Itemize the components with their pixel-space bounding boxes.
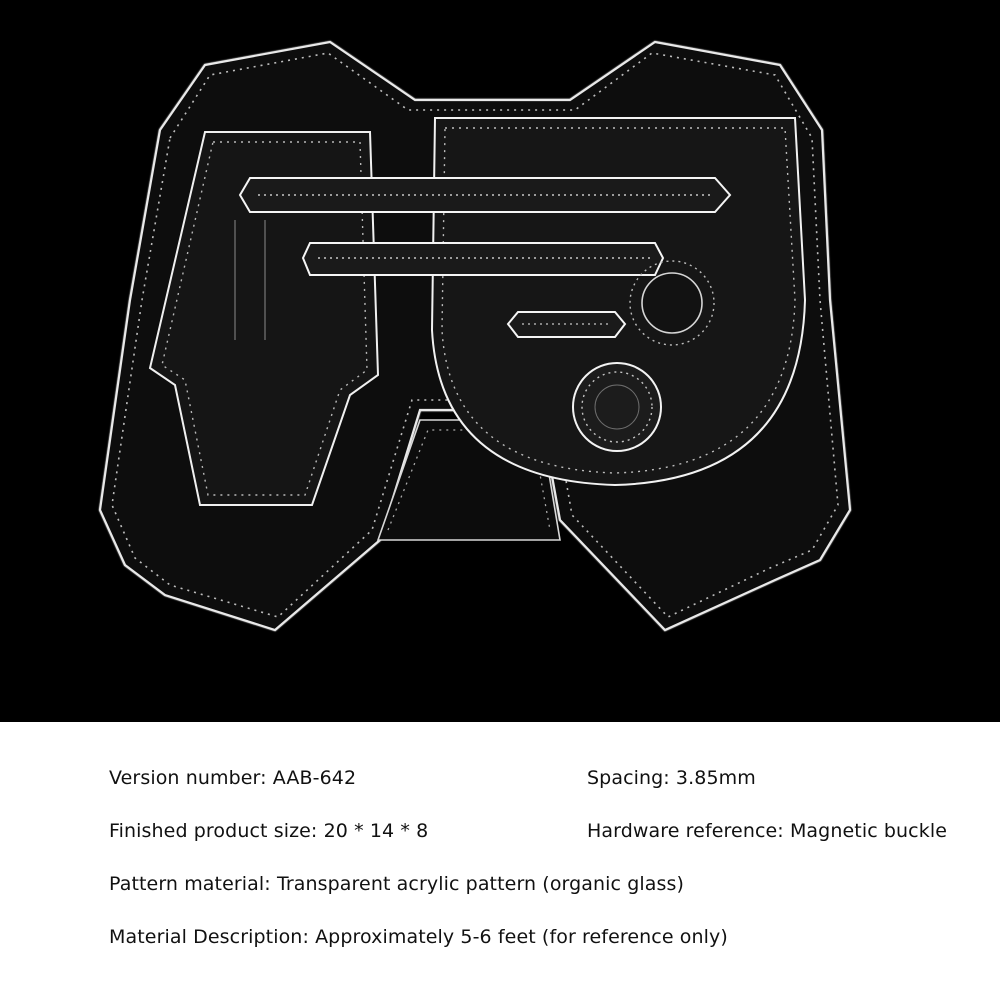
- material-description-text: Material Description: Approximately 5-6 feet (for reference only): [109, 926, 728, 948]
- pattern-material-text: Pattern material: Transparent acrylic pattern (organic glass): [109, 873, 685, 895]
- product-size-text: Finished product size: 20 * 14 * 8: [109, 820, 429, 842]
- version-number-text: Version number: AAB-642: [109, 767, 357, 789]
- hardware-reference-text: Hardware reference: Magnetic buckle: [587, 820, 948, 842]
- strap-piece-long: [240, 178, 730, 212]
- spacing-text: Spacing: 3.85mm: [587, 767, 756, 789]
- strap-piece-medium: [303, 243, 663, 275]
- product-specifications: [0, 722, 1000, 1000]
- circle-piece-large: [573, 363, 661, 451]
- strap-piece-short: [508, 312, 625, 337]
